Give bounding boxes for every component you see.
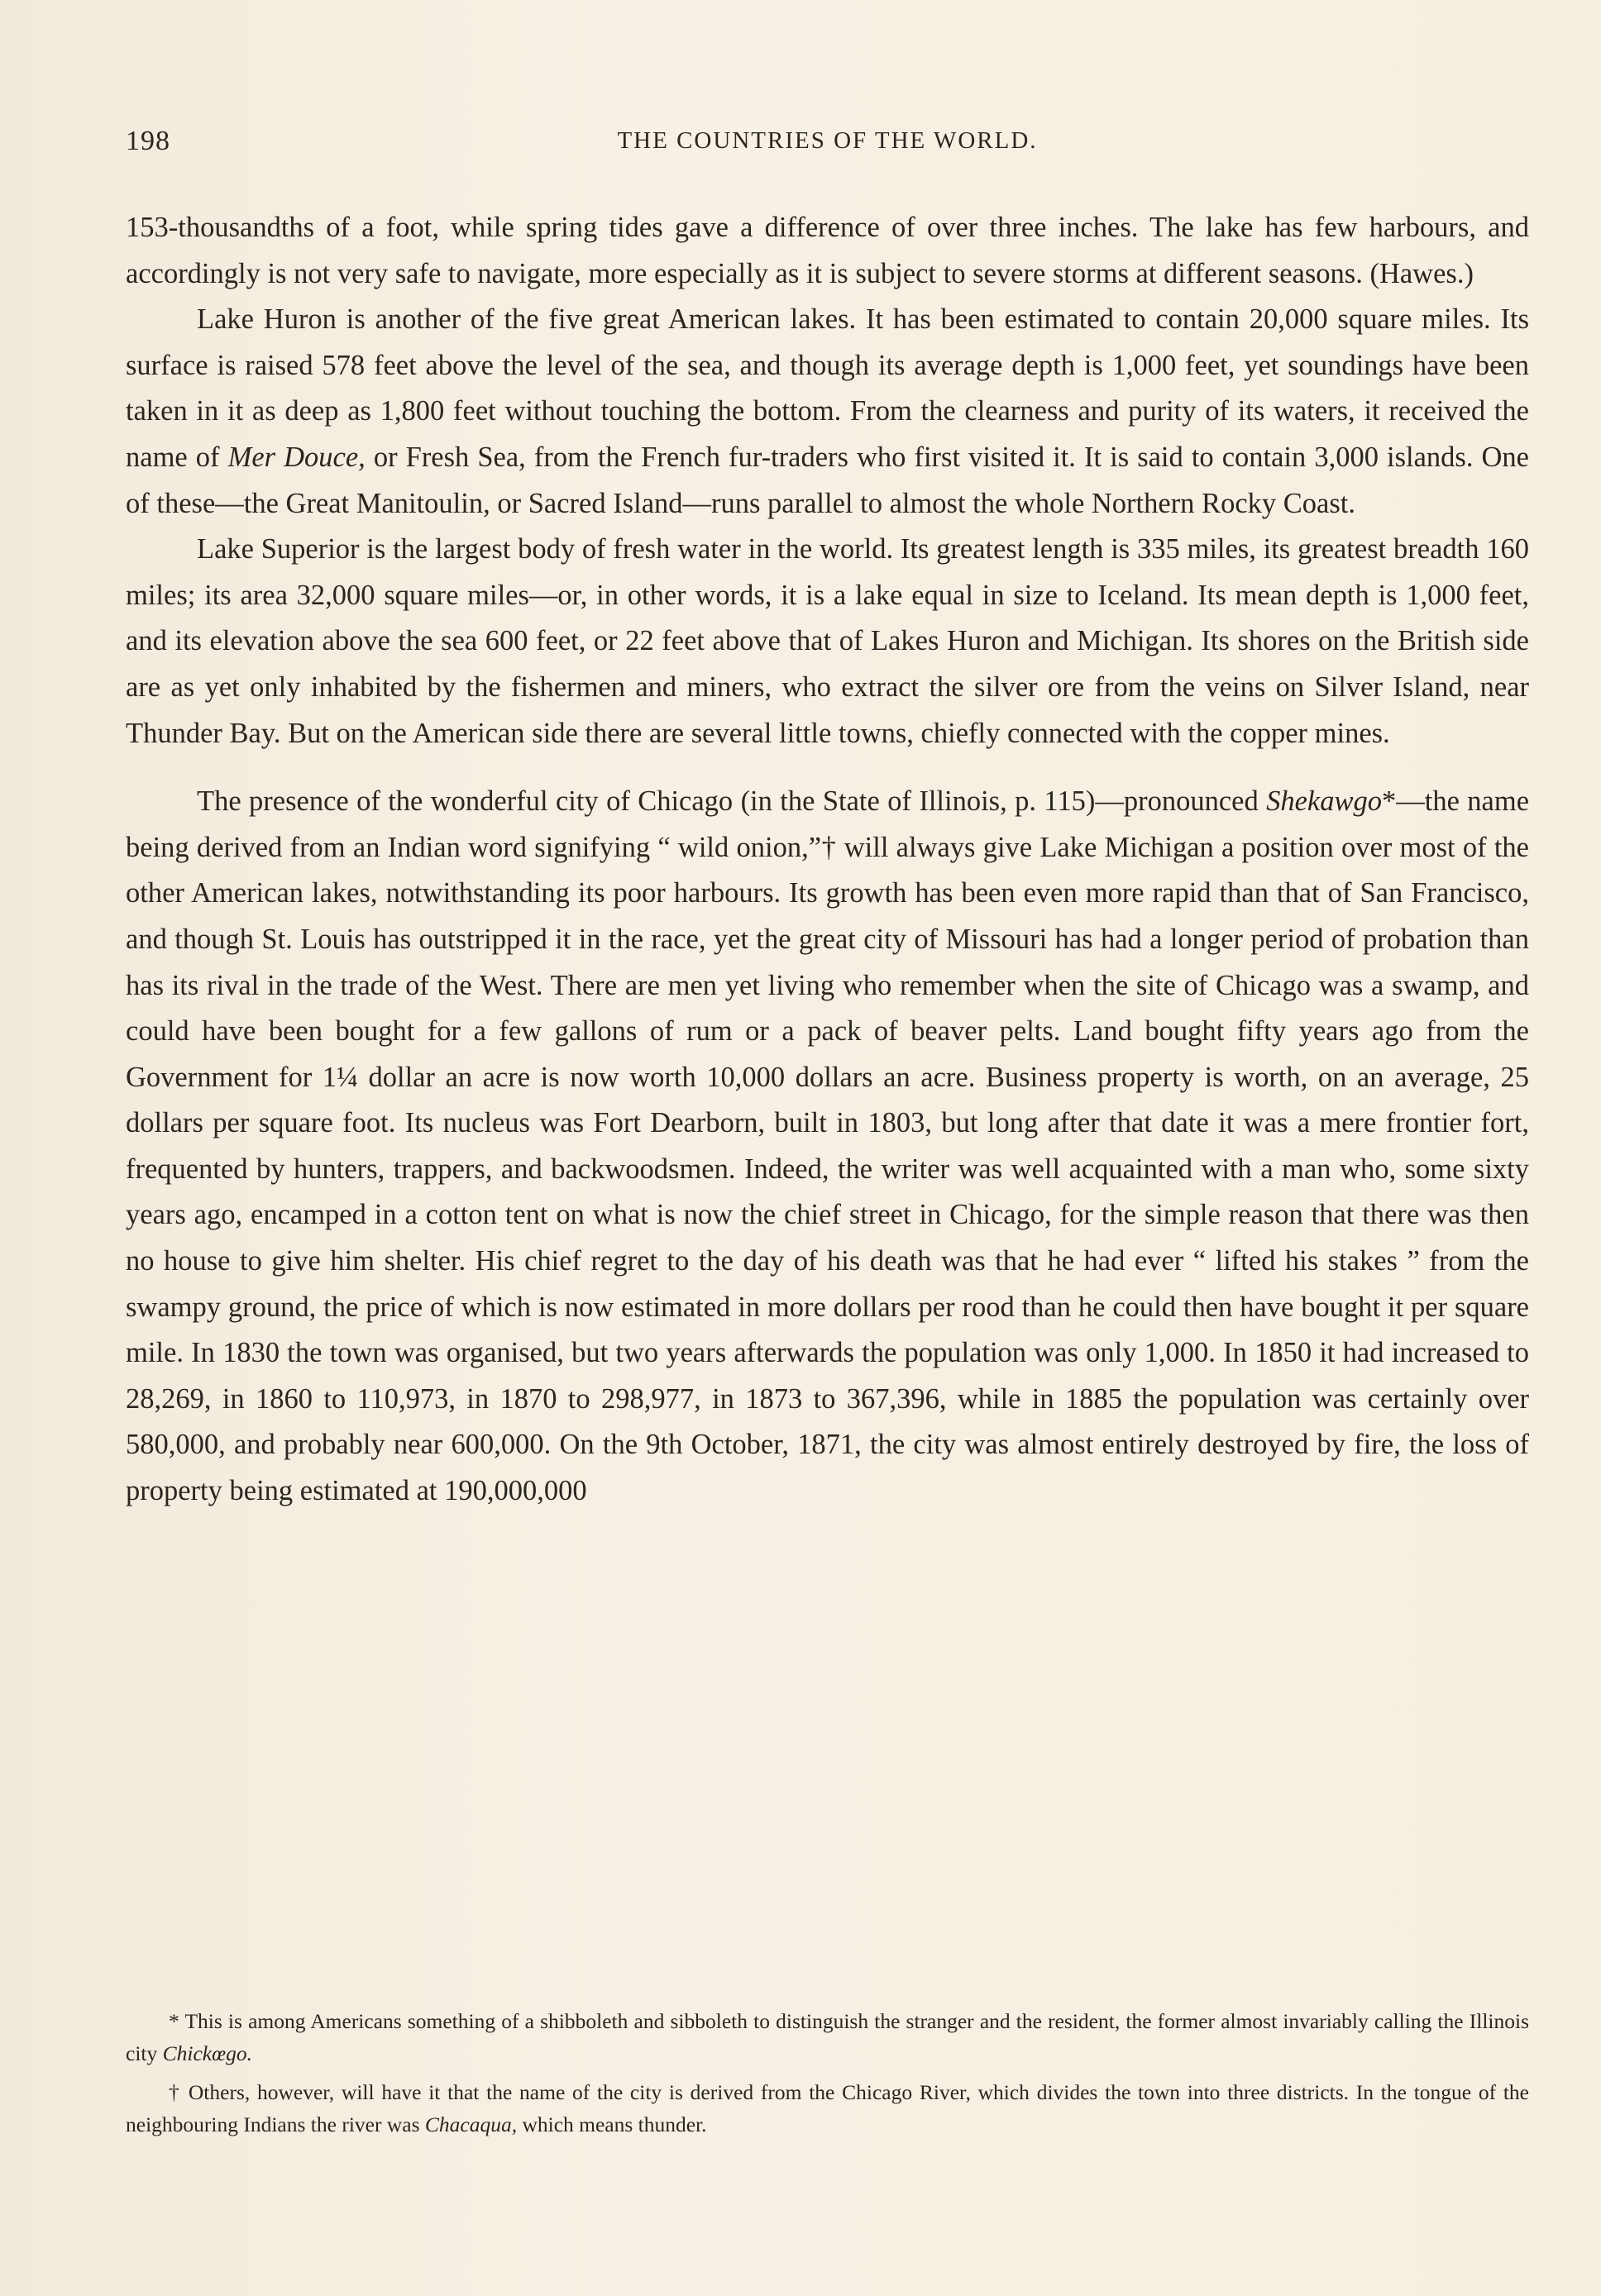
paragraph-text: The presence of the wonderful city of Chicago (in the State of Illinois, p. 115)—pronounced [197,785,1267,818]
paragraph-text: or Fresh Sea, from the French fur-traders who first visited it. It is said to contain 3,000 islands. One of these—the Great Manitoulin, or Sacred Island—runs parallel to almost the whole Northern Rocky Coast. [126,441,1529,519]
paragraph-text: *—the name being derived from an Indian word signifying “ wild onion,”† will always give Lake Michigan a position over most of the other American lakes, notwithstanding its poor harbours. Its growth has been even more rapid than that of San Francisco, and though St. Louis has outstripped it in the race, yet the great city of Missouri has had a longer period of probation than has its rival in the trade of the West. There are men yet living who remember when the site of Chicago was a swamp, and could have been bought for a few gallons of rum or a pack of beaver pelts. Land bought fifty years ago from the Government for 1¼ dollar an acre is now worth 10,000 dollars an acre. Business property is worth, on an average, 25 dollars per square foot. Its nucleus was Fort Dearborn, built in 1803, but long after that date it was a mere frontier fort, frequented by hunters, trappers, and backwoodsmen. Indeed, the writer was well acquainted with a man who, some sixty years ago, encamped in a cotton tent on what is now the chief street in Chicago, for the simple reason that there was then no house to give him shelter. His chief regret to the day of his death was that he had ever “ lifted his stakes ” from the swampy ground, the price of which is now estimated in more dollars per rood than he could then have bought it per square mile. In 1830 the town was organised, but two years afterwards the population was only 1,000. In 1850 it had increased to 28,269, in 1860 to 110,973, in 1870 to 298,977, in 1873 to 367,396, while in 1885 the population was certainly over 580,000, and probably near 600,000. On the 9th October, 1871, the city was almost entirely destroyed by fire, the loss of property being estimated at 190,000,000 [126,785,1530,1507]
paragraph-text: 153-thousandths of a foot, while spring tides gave a difference of over three inches. The lake has few harbours, and accordingly is not very safe to navigate, more especially as it is subject to severe storms at different seasons. (Hawes.) [126,212,1529,289]
paragraph-text: Lake Superior is the largest body of fresh water in the world. Its greatest length is 335 miles, its greatest breadth 160 miles; its area 32,000 square miles—or, in other words, it is a lake equal in size to Iceland. Its mean depth is 1,000 feet, and its elevation above the sea 600 feet, or 22 feet above that of Lakes Huron and Michigan. Its shores on the British side are as yet only inhabited by the fishermen and miners, who extract the silver ore from the veins on Silver Island, near Thunder Bay. But on the American side there are several little towns, chiefly connected with the copper mines. [126,533,1529,749]
footnote-text: † Others, however, will have it that the name of the city is derived from the Chicago River, which divides the town into three districts. In the tongue of the neighbouring Indians the river was [126,2080,1529,2136]
italic-term: Shekawgo [1266,785,1382,818]
footnote-asterisk [126,2005,1529,2069]
paragraph-lake-superior [126,527,1529,757]
paragraph-lake-huron [126,297,1529,527]
body-text [126,205,1529,1515]
paragraph-text: Lake Huron is another of the five great American lakes. It has been estimated to contain 20,000 square miles. Its surface is raised 578 feet above the level of the sea, and though its average depth is 1,000 feet, yet soundings have been taken in it as deep as 1,800 feet without touching the bottom. From the clearness and purity of its waters, it received the name of [126,303,1529,473]
footnote-dagger [126,2076,1529,2141]
italic-term: Chickœgo. [162,2041,252,2065]
page-header [126,126,1529,162]
italic-term: Mer Douce, [227,441,366,473]
running-head: THE COUNTRIES OF THE WORLD. [617,127,1038,154]
footnote-text: * This is among Americans something of a shibboleth and sibboleth to distinguish the stranger and the resident, the former almost invariably calling the Illinois city [126,2009,1529,2065]
paragraph-chicago [126,779,1529,1515]
paragraph-lake-michigan-end [126,205,1529,297]
footnotes [126,2005,1529,2141]
page-number: 198 [126,126,170,156]
italic-term: Chacaqua, [424,2112,518,2136]
footnote-text: which means thunder. [517,2112,707,2136]
